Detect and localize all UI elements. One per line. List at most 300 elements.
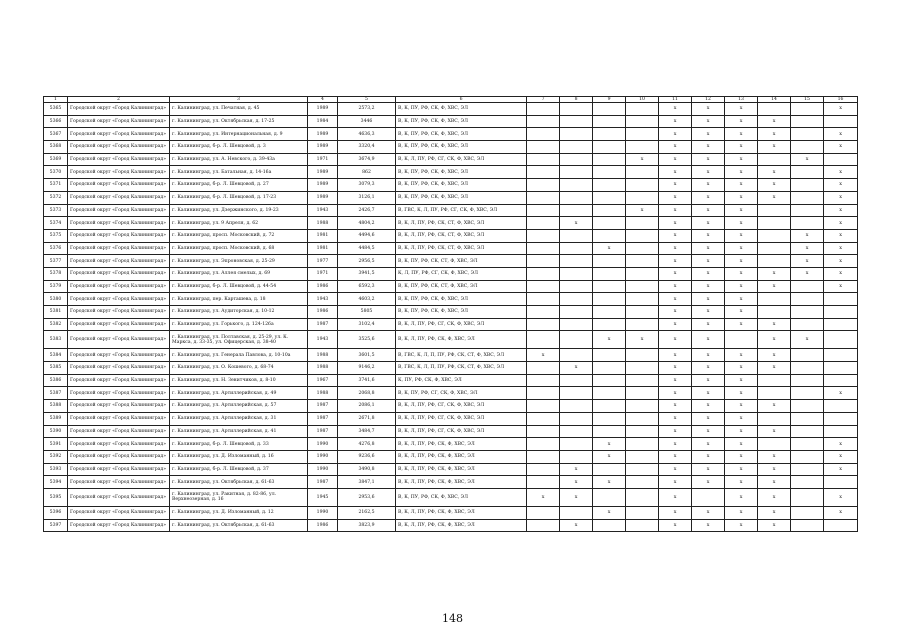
mark-cell: х	[758, 115, 791, 128]
mark-cell: х	[659, 204, 692, 217]
mark-cell: х	[758, 331, 791, 349]
district-cell: Городской округ «Город Калининград»	[68, 506, 170, 519]
area-cell: 3320,4	[338, 141, 396, 154]
mark-cell	[758, 306, 791, 319]
mark-cell	[560, 318, 593, 331]
mark-cell: х	[758, 425, 791, 438]
mark-cell	[527, 374, 560, 387]
year-cell: 1989	[308, 103, 338, 116]
mark-cell	[791, 476, 824, 489]
year-cell: 1943	[308, 293, 338, 306]
table-row	[44, 331, 858, 349]
row-number: 5393	[44, 463, 68, 476]
address-cell: г. Калининград, ул. Интернациональная, д. 9	[170, 128, 308, 141]
district-cell: Городской округ «Город Калининград»	[68, 412, 170, 425]
mark-cell: х	[692, 255, 725, 268]
area-cell: 4804,2	[338, 217, 396, 230]
table-row	[44, 293, 858, 306]
mark-cell	[593, 280, 626, 293]
mark-cell	[560, 267, 593, 280]
address-cell: г. Калининград, ул. Ракитная, д. 82-86, ул. Верхнеозерная, д. 16	[170, 488, 308, 506]
mark-cell	[593, 400, 626, 413]
works-cell: В, К, ПУ, РФ, СК, Ф, ХВС, ЭЛ	[396, 103, 527, 116]
row-number: 5379	[44, 280, 68, 293]
year-cell: 1981	[308, 242, 338, 255]
mark-cell	[560, 179, 593, 192]
district-cell: Городской округ «Город Калининград»	[68, 217, 170, 230]
mark-cell: х	[659, 374, 692, 387]
mark-cell	[527, 153, 560, 166]
mark-cell: х	[758, 318, 791, 331]
mark-cell	[593, 387, 626, 400]
table-row	[44, 476, 858, 489]
mark-cell: х	[725, 204, 758, 217]
mark-cell: х	[692, 267, 725, 280]
row-number: 5395	[44, 488, 68, 506]
year-cell: 1981	[308, 229, 338, 242]
column-number: 1	[44, 97, 68, 103]
mark-cell: х	[659, 438, 692, 451]
row-number: 5371	[44, 179, 68, 192]
works-cell: В, К, Л, ПУ, РФ, СК, Ф, ХВС, ЭЛ	[396, 476, 527, 489]
works-cell: В, К, Л, ПУ, РФ, СГ, СК, Ф, ХВС, ЭЛ	[396, 153, 527, 166]
row-number: 5376	[44, 242, 68, 255]
housing-register-table	[43, 91, 858, 532]
column-number: 12	[692, 97, 725, 103]
mark-cell: х	[659, 280, 692, 293]
address-cell: г. Калининград, ул. Артиллерийская, д. 57	[170, 400, 308, 413]
mark-cell: х	[725, 128, 758, 141]
address-cell: г. Калининград, просп. Московский, д. 72	[170, 229, 308, 242]
mark-cell	[593, 217, 626, 230]
mark-cell: х	[626, 331, 659, 349]
row-number: 5397	[44, 519, 68, 532]
mark-cell	[593, 141, 626, 154]
mark-cell: х	[560, 519, 593, 532]
mark-cell: х	[725, 293, 758, 306]
mark-cell	[824, 318, 858, 331]
address-cell: г. Калининград, пер. Карташева, д. 18	[170, 293, 308, 306]
mark-cell: х	[560, 488, 593, 506]
works-cell: В, К, ПУ, РФ, СК, Ф, ХВС, ЭЛ	[396, 141, 527, 154]
address-cell: г. Калининград, просп. Московский, д. 68	[170, 242, 308, 255]
row-number: 5373	[44, 204, 68, 217]
address-cell: г. Калининград, ул. Д. Изломанный, д. 12	[170, 506, 308, 519]
table-row	[44, 362, 858, 375]
mark-cell	[758, 438, 791, 451]
mark-cell: х	[725, 242, 758, 255]
mark-cell	[593, 374, 626, 387]
area-cell: 4276,8	[338, 438, 396, 451]
mark-cell: х	[659, 115, 692, 128]
works-cell: В, К, Л, ПУ, РФ, СК, Ф, ХВС, ЭЛ	[396, 463, 527, 476]
year-cell: 1971	[308, 153, 338, 166]
mark-cell: х	[527, 488, 560, 506]
mark-cell	[593, 425, 626, 438]
mark-cell: х	[758, 191, 791, 204]
area-cell: 2953,6	[338, 488, 396, 506]
mark-cell: х	[692, 362, 725, 375]
mark-cell	[626, 362, 659, 375]
column-number: 2	[68, 97, 170, 103]
mark-cell: х	[725, 412, 758, 425]
mark-cell: х	[725, 191, 758, 204]
mark-cell	[560, 450, 593, 463]
table-row	[44, 141, 858, 154]
mark-cell: х	[758, 476, 791, 489]
page-number: 148	[442, 612, 463, 625]
mark-cell	[593, 349, 626, 362]
row-number: 5394	[44, 476, 68, 489]
row-number: 5380	[44, 293, 68, 306]
year-cell: 1988	[308, 387, 338, 400]
table-row	[44, 280, 858, 293]
mark-cell: х	[659, 506, 692, 519]
mark-cell: х	[791, 255, 824, 268]
mark-cell	[626, 242, 659, 255]
mark-cell: х	[791, 242, 824, 255]
mark-cell	[560, 400, 593, 413]
district-cell: Городской округ «Город Калининград»	[68, 128, 170, 141]
mark-cell	[527, 306, 560, 319]
area-cell: 2956,5	[338, 255, 396, 268]
mark-cell: х	[824, 463, 858, 476]
mark-cell	[593, 229, 626, 242]
mark-cell: х	[725, 166, 758, 179]
mark-cell: х	[593, 438, 626, 451]
mark-cell	[626, 519, 659, 532]
mark-cell	[593, 318, 626, 331]
mark-cell	[626, 128, 659, 141]
mark-cell	[758, 387, 791, 400]
district-cell: Городской округ «Город Калининград»	[68, 318, 170, 331]
mark-cell: х	[791, 267, 824, 280]
mark-cell	[791, 400, 824, 413]
mark-cell	[560, 191, 593, 204]
area-cell: 862	[338, 166, 396, 179]
row-number: 5378	[44, 267, 68, 280]
works-cell: В, К, Л, ПУ, РФ, СК, Ф, ХВС, ЭЛ	[396, 450, 527, 463]
mark-cell: х	[758, 506, 791, 519]
table-row	[44, 506, 858, 519]
mark-cell	[527, 242, 560, 255]
mark-cell: х	[725, 280, 758, 293]
area-cell: 3823,9	[338, 519, 396, 532]
mark-cell	[791, 280, 824, 293]
mark-cell: х	[725, 463, 758, 476]
mark-cell	[527, 103, 560, 116]
mark-cell	[725, 331, 758, 349]
mark-cell: х	[725, 255, 758, 268]
mark-cell	[527, 331, 560, 349]
year-cell: 1943	[308, 204, 338, 217]
mark-cell	[593, 115, 626, 128]
mark-cell	[824, 362, 858, 375]
mark-cell: х	[659, 267, 692, 280]
district-cell: Городской округ «Город Калининград»	[68, 349, 170, 362]
mark-cell	[626, 349, 659, 362]
mark-cell	[527, 438, 560, 451]
row-number: 5386	[44, 374, 68, 387]
mark-cell: х	[593, 242, 626, 255]
address-cell: г. Калининград, ул. Октябрьская, д. 17-25	[170, 115, 308, 128]
mark-cell: х	[560, 362, 593, 375]
mark-cell	[791, 450, 824, 463]
mark-cell	[527, 191, 560, 204]
address-cell: г. Калининград, ул. Горького, д. 124-126а	[170, 318, 308, 331]
year-cell: 1987	[308, 412, 338, 425]
area-cell: 6592,3	[338, 280, 396, 293]
mark-cell: х	[692, 349, 725, 362]
mark-cell: х	[692, 229, 725, 242]
mark-cell	[527, 229, 560, 242]
mark-cell: х	[824, 387, 858, 400]
mark-cell	[527, 280, 560, 293]
mark-cell	[560, 331, 593, 349]
mark-cell	[791, 293, 824, 306]
mark-cell: х	[659, 306, 692, 319]
works-cell: В, К, Л, ПУ, РФ, СГ, СК, Ф, ХВС, ЭЛ	[396, 425, 527, 438]
address-cell: г. Калининград, ул. Печатная, д. 45	[170, 103, 308, 116]
mark-cell: х	[692, 242, 725, 255]
mark-cell	[626, 374, 659, 387]
table-row	[44, 191, 858, 204]
mark-cell: х	[692, 204, 725, 217]
mark-cell	[824, 374, 858, 387]
mark-cell: х	[560, 476, 593, 489]
area-cell: 2573,2	[338, 103, 396, 116]
mark-cell	[593, 179, 626, 192]
year-cell: 1987	[308, 476, 338, 489]
mark-cell	[824, 153, 858, 166]
mark-cell: х	[692, 103, 725, 116]
mark-cell: х	[824, 242, 858, 255]
mark-cell	[560, 374, 593, 387]
mark-cell: х	[824, 217, 858, 230]
row-number: 5366	[44, 115, 68, 128]
mark-cell	[791, 374, 824, 387]
works-cell: В, К, ПУ, РФ, СГ, СК, Ф, ХВС, ЭЛ	[396, 387, 527, 400]
table-row	[44, 318, 858, 331]
mark-cell	[560, 425, 593, 438]
mark-cell	[527, 179, 560, 192]
district-cell: Городской округ «Город Калининград»	[68, 242, 170, 255]
area-cell: 9146,2	[338, 362, 396, 375]
mark-cell	[626, 506, 659, 519]
mark-cell: х	[824, 141, 858, 154]
mark-cell: х	[659, 331, 692, 349]
column-number: 13	[725, 97, 758, 103]
address-cell: г. Калининград, ул. 9 Апреля, д. 62	[170, 217, 308, 230]
mark-cell: х	[659, 179, 692, 192]
mark-cell	[593, 166, 626, 179]
row-number: 5369	[44, 153, 68, 166]
district-cell: Городской округ «Город Калининград»	[68, 306, 170, 319]
mark-cell: х	[725, 400, 758, 413]
area-cell: 4494,6	[338, 229, 396, 242]
mark-cell: х	[659, 242, 692, 255]
mark-cell: х	[758, 141, 791, 154]
mark-cell	[758, 412, 791, 425]
area-cell: 9236,6	[338, 450, 396, 463]
year-cell: 1990	[308, 438, 338, 451]
mark-cell	[626, 293, 659, 306]
mark-cell	[791, 387, 824, 400]
works-cell: В, К, Л, ПУ, РФ, СК, Ф, ХВС, ЭЛ	[396, 438, 527, 451]
mark-cell	[527, 217, 560, 230]
mark-cell	[791, 306, 824, 319]
mark-cell	[626, 387, 659, 400]
mark-cell: х	[824, 103, 858, 116]
row-number: 5370	[44, 166, 68, 179]
column-number: 6	[396, 97, 527, 103]
address-cell: г. Калининград, б-р. Л. Шевцовой, д. 27	[170, 179, 308, 192]
mark-cell: х	[692, 280, 725, 293]
mark-cell: х	[593, 331, 626, 349]
mark-cell: х	[692, 519, 725, 532]
mark-cell	[560, 153, 593, 166]
year-cell: 1989	[308, 166, 338, 179]
mark-cell	[791, 463, 824, 476]
mark-cell	[791, 506, 824, 519]
mark-cell	[527, 128, 560, 141]
mark-cell: х	[824, 438, 858, 451]
table-row	[44, 115, 858, 128]
mark-cell	[593, 103, 626, 116]
works-cell: В, К, ПУ, РФ, СК, Ф, ХВС, ЭЛ	[396, 115, 527, 128]
mark-cell	[527, 387, 560, 400]
mark-cell	[560, 293, 593, 306]
district-cell: Городской округ «Город Калининград»	[68, 179, 170, 192]
mark-cell	[791, 128, 824, 141]
mark-cell: х	[824, 267, 858, 280]
mark-cell	[593, 488, 626, 506]
area-cell: 2086,1	[338, 400, 396, 413]
district-cell: Городской округ «Город Калининград»	[68, 425, 170, 438]
mark-cell	[527, 293, 560, 306]
mark-cell	[626, 400, 659, 413]
mark-cell	[626, 476, 659, 489]
table-row	[44, 387, 858, 400]
address-cell: г. Калининград, ул. Батальная, д. 14-16а	[170, 166, 308, 179]
mark-cell	[791, 115, 824, 128]
area-cell: 3674,9	[338, 153, 396, 166]
mark-cell	[626, 438, 659, 451]
mark-cell	[560, 115, 593, 128]
mark-cell: х	[758, 400, 791, 413]
mark-cell: х	[659, 400, 692, 413]
address-cell: г. Калининград, ул. Артиллерийская, д. 49	[170, 387, 308, 400]
mark-cell: х	[560, 463, 593, 476]
row-number: 5396	[44, 506, 68, 519]
year-cell: 1943	[308, 331, 338, 349]
mark-cell	[791, 362, 824, 375]
mark-cell	[593, 128, 626, 141]
mark-cell	[824, 331, 858, 349]
mark-cell	[791, 191, 824, 204]
mark-cell: х	[725, 153, 758, 166]
mark-cell: х	[725, 374, 758, 387]
area-cell: 4636,3	[338, 128, 396, 141]
address-cell: г. Калининград, б-р. Л. Шевцовой, д. 3	[170, 141, 308, 154]
works-cell: В, К, ПУ, РФ, СК, Ф, ХВС, ЭЛ	[396, 306, 527, 319]
address-cell: г. Калининград, ул. Полтавская, д. 25-29, ул. К. Маркса, д. 33-35, ул. Офицерская, д. 38-40	[170, 331, 308, 349]
area-cell: 5805	[338, 306, 396, 319]
row-number: 5392	[44, 450, 68, 463]
year-cell: 1967	[308, 374, 338, 387]
mark-cell	[626, 191, 659, 204]
mark-cell: х	[659, 229, 692, 242]
address-cell: г. Калининград, ул. Эпроновская, д. 25-29	[170, 255, 308, 268]
mark-cell: х	[692, 438, 725, 451]
column-number: 7	[527, 97, 560, 103]
works-cell: К, Л, ПУ, РФ, СГ, СК, Ф, ХВС, ЭЛ	[396, 267, 527, 280]
row-number: 5368	[44, 141, 68, 154]
district-cell: Городской округ «Город Калининград»	[68, 519, 170, 532]
address-cell: г. Калининград, б-р. Л. Шевцовой, д. 33	[170, 438, 308, 451]
column-number: 10	[626, 97, 659, 103]
district-cell: Городской округ «Город Калининград»	[68, 115, 170, 128]
year-cell: 1984	[308, 115, 338, 128]
mark-cell	[758, 293, 791, 306]
mark-cell	[560, 306, 593, 319]
table-row	[44, 306, 858, 319]
address-cell: г. Калининград, ул. Генерала Павлова, д. 10-10а	[170, 349, 308, 362]
mark-cell: х	[659, 349, 692, 362]
mark-cell	[626, 166, 659, 179]
mark-cell	[593, 293, 626, 306]
mark-cell	[560, 255, 593, 268]
mark-cell: х	[758, 179, 791, 192]
mark-cell: х	[692, 463, 725, 476]
register-sheet	[43, 91, 858, 532]
mark-cell	[791, 519, 824, 532]
mark-cell	[758, 204, 791, 217]
mark-cell	[593, 153, 626, 166]
row-number: 5365	[44, 103, 68, 116]
table-row	[44, 204, 858, 217]
table-row	[44, 463, 858, 476]
table-row	[44, 267, 858, 280]
mark-cell: х	[725, 387, 758, 400]
mark-cell	[791, 166, 824, 179]
mark-cell: х	[659, 128, 692, 141]
mark-cell: х	[725, 115, 758, 128]
table-row	[44, 374, 858, 387]
mark-cell: х	[725, 141, 758, 154]
area-cell: 2162,5	[338, 506, 396, 519]
mark-cell	[527, 267, 560, 280]
mark-cell: х	[692, 412, 725, 425]
table-row	[44, 349, 858, 362]
mark-cell	[527, 166, 560, 179]
mark-cell: х	[659, 488, 692, 506]
address-cell: г. Калининград, ул. А. Невского, д. 39-43а	[170, 153, 308, 166]
works-cell: В, К, ПУ, РФ, СК, СТ, Ф, ХВС, ЭЛ	[396, 255, 527, 268]
mark-cell	[527, 463, 560, 476]
mark-cell: х	[725, 362, 758, 375]
mark-cell: х	[725, 267, 758, 280]
mark-cell	[626, 115, 659, 128]
mark-cell	[527, 204, 560, 217]
year-cell: 1986	[308, 306, 338, 319]
mark-cell: х	[692, 115, 725, 128]
area-cell: 3601,5	[338, 349, 396, 362]
mark-cell: х	[725, 506, 758, 519]
mark-cell: х	[725, 306, 758, 319]
column-number: 11	[659, 97, 692, 103]
mark-cell: х	[659, 153, 692, 166]
